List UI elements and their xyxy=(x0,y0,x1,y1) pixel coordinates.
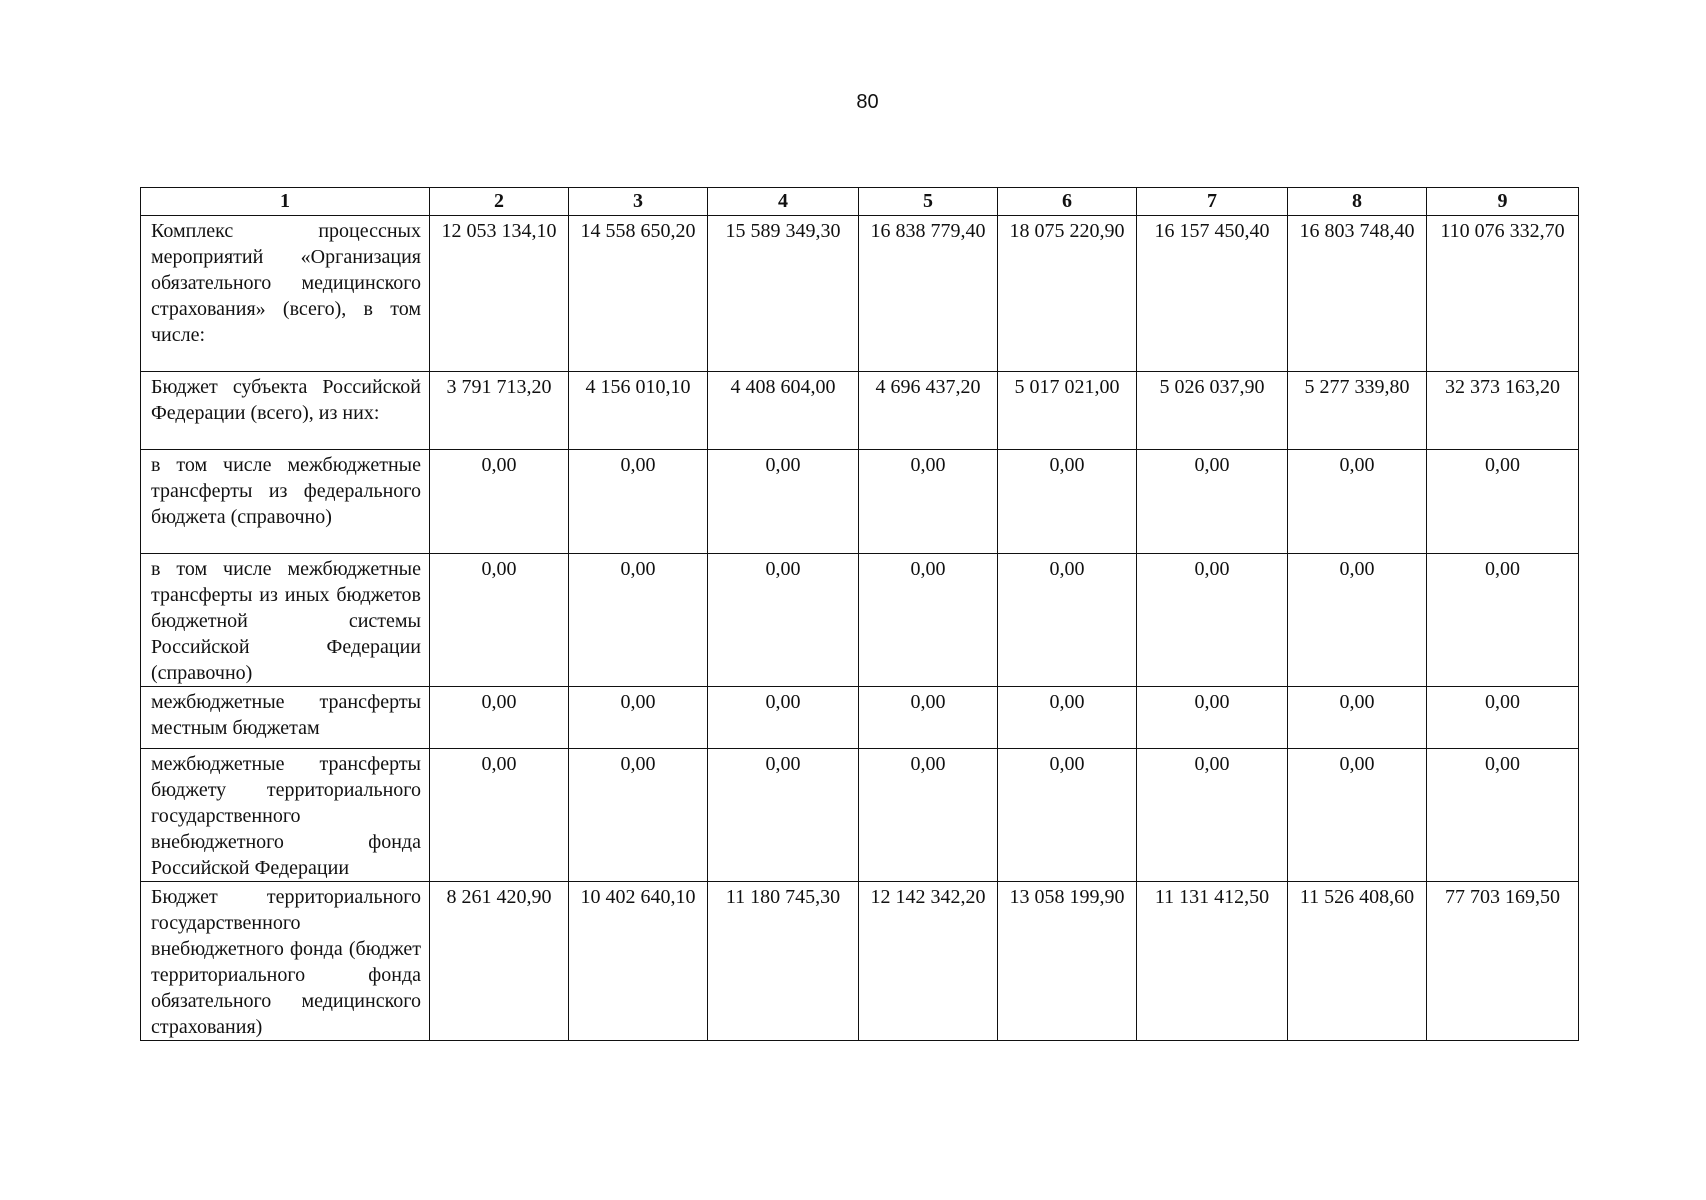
table-cell: 0,00 xyxy=(708,687,859,749)
table-cell: 16 803 748,40 xyxy=(1288,216,1427,372)
table-cell: 4 696 437,20 xyxy=(859,372,998,450)
table-cell: 0,00 xyxy=(1137,450,1288,554)
table-cell: 0,00 xyxy=(859,450,998,554)
table-cell: 0,00 xyxy=(1137,749,1288,882)
table-cell: 11 131 412,50 xyxy=(1137,882,1288,1041)
table-cell: 5 277 339,80 xyxy=(1288,372,1427,450)
table-cell: 0,00 xyxy=(998,749,1137,882)
table-cell: 0,00 xyxy=(998,687,1137,749)
table-row xyxy=(141,372,1579,450)
table-cell: 0,00 xyxy=(1288,749,1427,882)
table-cell: 32 373 163,20 xyxy=(1427,372,1579,450)
table-cell: 0,00 xyxy=(859,687,998,749)
table-row xyxy=(141,687,1579,749)
table-cell: 18 075 220,90 xyxy=(998,216,1137,372)
table-cell: 3 791 713,20 xyxy=(430,372,569,450)
column-header: 8 xyxy=(1288,188,1427,216)
row-label: межбюджетные трансферты местным бюджетам xyxy=(141,687,430,749)
table-cell: 0,00 xyxy=(1288,687,1427,749)
row-label: Бюджет территориального государственного внебюджетного фонда (бюджет территориального фонда обязательного медицинского страхования) xyxy=(141,882,430,1041)
table-row xyxy=(141,450,1579,554)
table-row xyxy=(141,749,1579,882)
column-header: 5 xyxy=(859,188,998,216)
column-header: 2 xyxy=(430,188,569,216)
table-cell: 12 142 342,20 xyxy=(859,882,998,1041)
table-cell: 0,00 xyxy=(708,554,859,687)
table-cell: 5 017 021,00 xyxy=(998,372,1137,450)
table-cell: 0,00 xyxy=(1427,749,1579,882)
column-header: 7 xyxy=(1137,188,1288,216)
table-cell: 16 838 779,40 xyxy=(859,216,998,372)
column-header: 6 xyxy=(998,188,1137,216)
table-cell: 0,00 xyxy=(430,450,569,554)
row-label: в том числе межбюджетные трансферты из иных бюджетов бюджетной системы Российской Федерации (справочно) xyxy=(141,554,430,687)
column-header: 9 xyxy=(1427,188,1579,216)
table-cell: 0,00 xyxy=(1288,554,1427,687)
table-row xyxy=(141,554,1579,687)
table-cell: 16 157 450,40 xyxy=(1137,216,1288,372)
table-cell: 0,00 xyxy=(569,554,708,687)
table-cell: 0,00 xyxy=(859,749,998,882)
table-cell: 0,00 xyxy=(569,749,708,882)
table-cell: 0,00 xyxy=(430,687,569,749)
table-cell: 0,00 xyxy=(1288,450,1427,554)
table-cell: 110 076 332,70 xyxy=(1427,216,1579,372)
column-header: 4 xyxy=(708,188,859,216)
table-cell: 14 558 650,20 xyxy=(569,216,708,372)
table-cell: 15 589 349,30 xyxy=(708,216,859,372)
header-row xyxy=(141,188,1579,216)
table-cell: 12 053 134,10 xyxy=(430,216,569,372)
table-cell: 0,00 xyxy=(569,687,708,749)
table-cell: 4 156 010,10 xyxy=(569,372,708,450)
column-header: 1 xyxy=(141,188,430,216)
column-header: 3 xyxy=(569,188,708,216)
table-cell: 77 703 169,50 xyxy=(1427,882,1579,1041)
table-cell: 0,00 xyxy=(859,554,998,687)
table-cell: 0,00 xyxy=(569,450,708,554)
table-row xyxy=(141,882,1579,1041)
budget-table xyxy=(140,187,1579,1041)
table-cell: 10 402 640,10 xyxy=(569,882,708,1041)
table-cell: 13 058 199,90 xyxy=(998,882,1137,1041)
table-cell: 8 261 420,90 xyxy=(430,882,569,1041)
table-cell: 0,00 xyxy=(430,554,569,687)
table-cell: 11 180 745,30 xyxy=(708,882,859,1041)
row-label: Бюджет субъекта Российской Федерации (всего), из них: xyxy=(141,372,430,450)
table-cell: 0,00 xyxy=(1427,554,1579,687)
table-cell: 0,00 xyxy=(1137,554,1288,687)
table-cell: 0,00 xyxy=(1427,450,1579,554)
table-cell: 4 408 604,00 xyxy=(708,372,859,450)
table-cell: 0,00 xyxy=(1427,687,1579,749)
table-cell: 0,00 xyxy=(708,450,859,554)
page-number: 80 xyxy=(856,91,879,113)
row-label: в том числе межбюджетные трансферты из федерального бюджета (справочно) xyxy=(141,450,430,554)
table-cell: 0,00 xyxy=(708,749,859,882)
table-cell: 5 026 037,90 xyxy=(1137,372,1288,450)
table-cell: 0,00 xyxy=(430,749,569,882)
table-cell: 0,00 xyxy=(1137,687,1288,749)
table-cell: 11 526 408,60 xyxy=(1288,882,1427,1041)
table-cell: 0,00 xyxy=(998,554,1137,687)
table-cell: 0,00 xyxy=(998,450,1137,554)
table-row xyxy=(141,216,1579,372)
row-label: межбюджетные трансферты бюджету территориального государственного внебюджетного фонда Российской Федерации xyxy=(141,749,430,882)
row-label: Комплекс процессных мероприятий «Организация обязательного медицинского страхования» (всего), в том числе: xyxy=(141,216,430,372)
